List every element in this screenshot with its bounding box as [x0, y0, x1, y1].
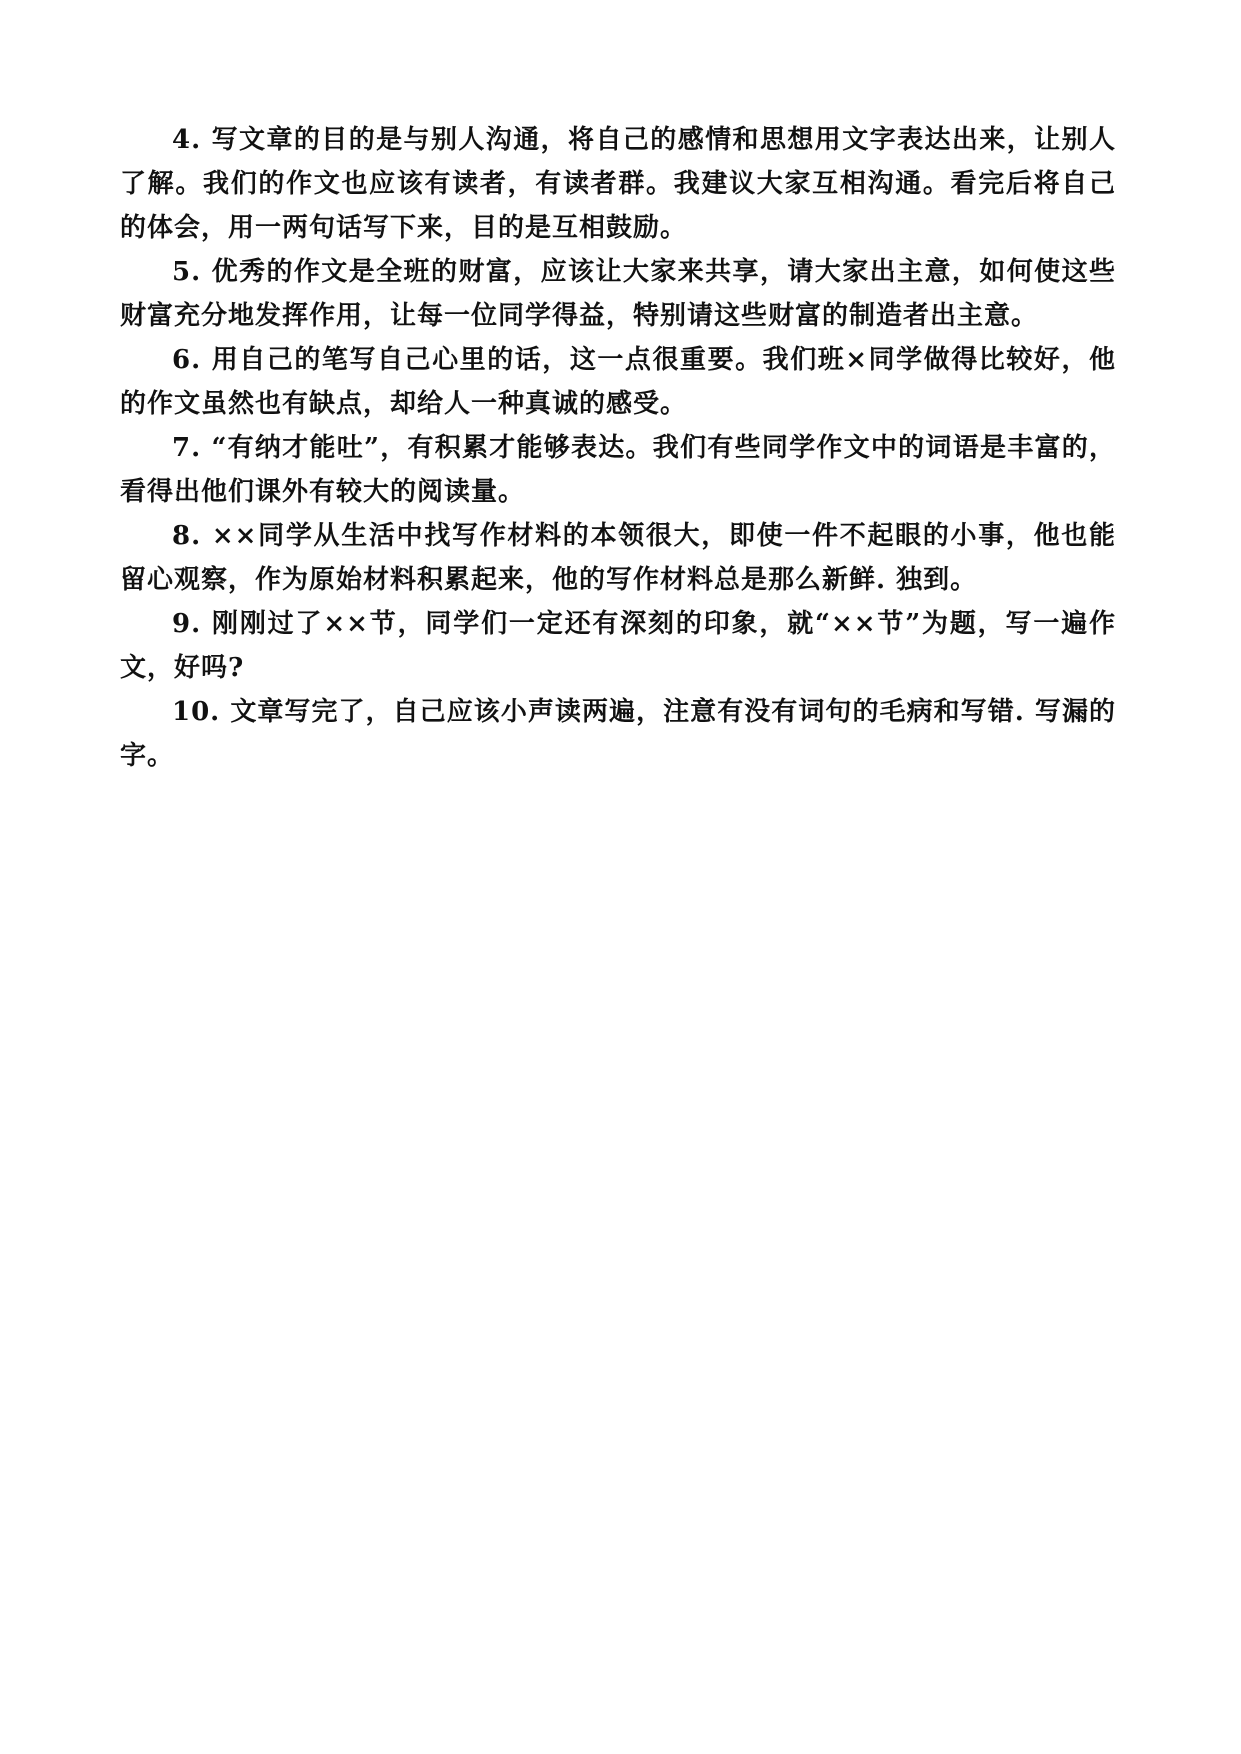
paragraph-4: 4. 写文章的目的是与别人沟通，将自己的感情和思想用文字表达出来，让别人了解。我们的作文也应该有读者，有读者群。我建议大家互相沟通。看完后将自己的体会，用一两句话写下来，目的是互相鼓励。: [120, 125, 1116, 243]
document-body: [120, 118, 1116, 778]
paragraph-10: 10. 文章写完了，自己应该小声读两遍，注意有没有词句的毛病和写错. 写漏的字。: [120, 697, 1116, 771]
paragraph-6: 6. 用自己的笔写自己心里的话，这一点很重要。我们班×同学做得比较好，他的作文虽然也有缺点，却给人一种真诚的感受。: [120, 345, 1116, 419]
paragraph-5: 5. 优秀的作文是全班的财富，应该让大家来共享，请大家出主意，如何使这些财富充分地发挥作用，让每一位同学得益，特别请这些财富的制造者出主意。: [120, 257, 1116, 331]
paragraph-8: 8. ××同学从生活中找写作材料的本领很大，即使一件不起眼的小事，他也能留心观察，作为原始材料积累起来，他的写作材料总是那么新鲜. 独到。: [120, 521, 1116, 595]
paragraph-7: 7. “有纳才能吐”，有积累才能够表达。我们有些同学作文中的词语是丰富的，看得出他们课外有较大的阅读量。: [120, 433, 1116, 507]
paragraph-9: 9. 刚刚过了××节，同学们一定还有深刻的印象，就“××节”为题，写一遍作文，好吗?: [120, 609, 1116, 683]
